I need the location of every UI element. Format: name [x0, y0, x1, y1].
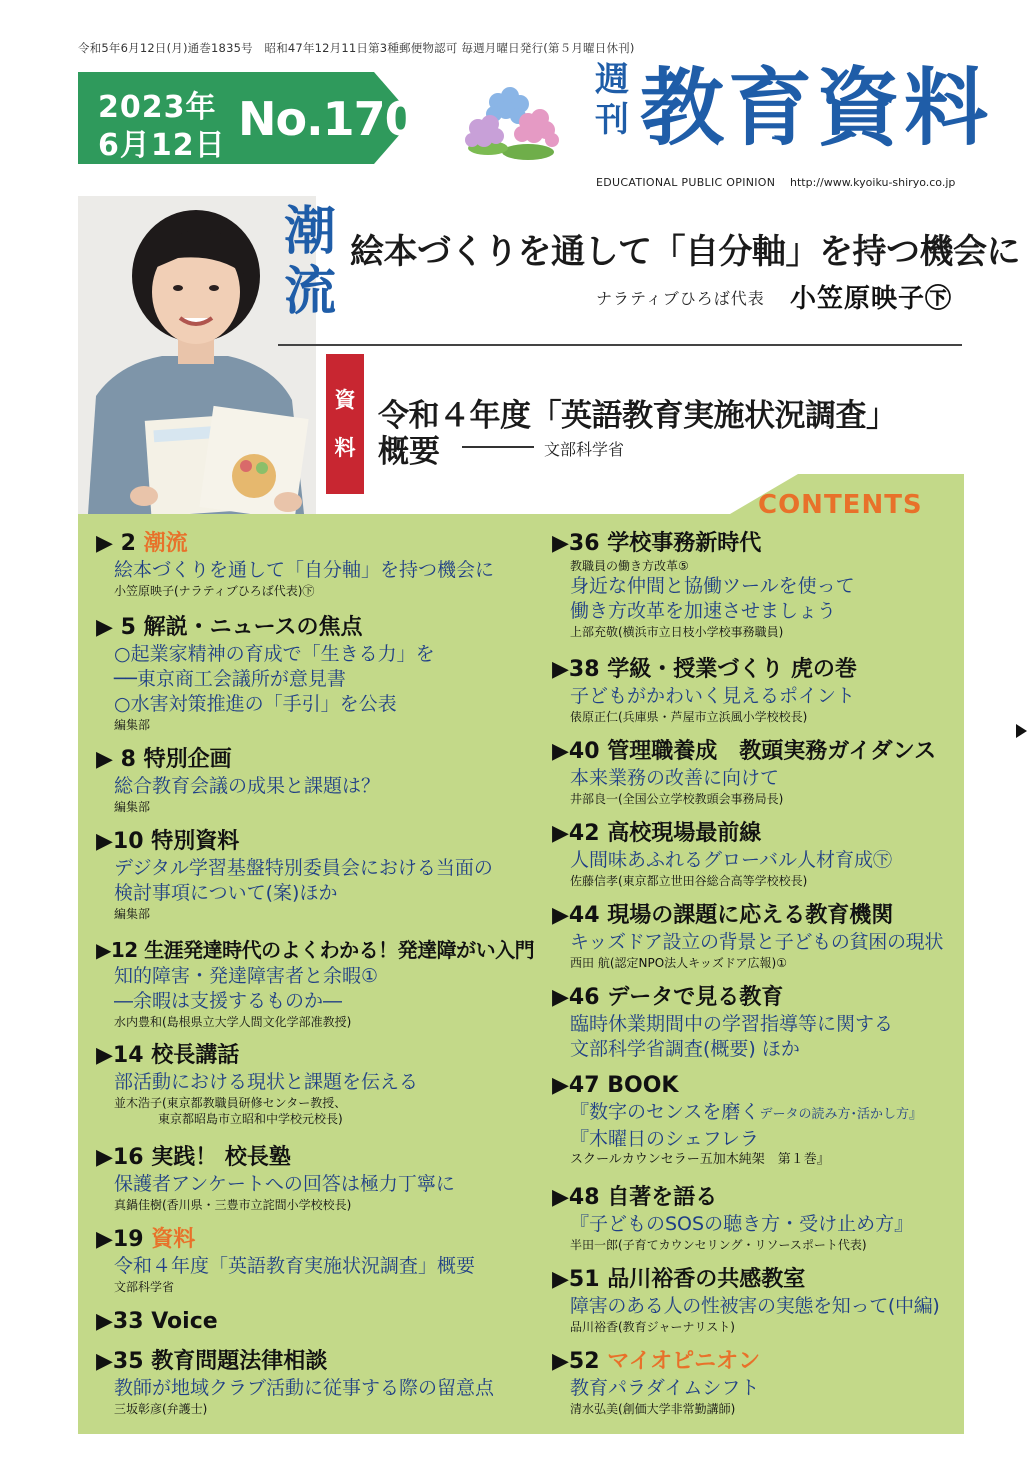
- toc-entry[interactable]: [96, 1348, 494, 1417]
- magazine-title: 教育資料: [640, 59, 993, 157]
- website-url[interactable]: http://www.kyoiku-shiryo.co.jp: [790, 176, 956, 189]
- chouryu-label: 潮 流: [283, 202, 336, 322]
- book-title: 『数字のセンスを磨く: [570, 1101, 760, 1123]
- toc-article-title: ―余暇は支援するものか―: [114, 990, 343, 1012]
- toc-article-title: 総合教育会議の成果と課題は？: [114, 775, 381, 797]
- toc-section-title: 学級・授業づくり 虎の巻: [607, 657, 857, 682]
- contents-header: CONTENTS: [758, 490, 923, 520]
- toc-section-title: 管理職養成 教頭実務ガイダンス: [607, 739, 937, 764]
- chouryu-title[interactable]: 絵本づくりを通して「自分軸」を持つ機会に: [350, 232, 1020, 272]
- toc-page: ▶51: [552, 1267, 600, 1292]
- toc-section-title: 自著を語る: [607, 1185, 718, 1210]
- toc-author: 並木浩子(東京都教職員研修センター教授、: [114, 1096, 347, 1110]
- toc-author: 品川裕香(教育ジャーナリスト): [570, 1320, 735, 1334]
- toc-article-title: 部活動における現状と課題を伝える: [114, 1071, 419, 1093]
- toc-author: 井部良一(全国公立学校教頭会事務局長): [570, 792, 784, 806]
- toc-author: 小笠原映子(ナラティブひろば代表)㊦: [114, 584, 315, 598]
- toc-section-title: 品川裕香の共感教室: [607, 1267, 806, 1292]
- toc-author: 編集部: [114, 718, 151, 732]
- issue-day: 6月12日: [98, 128, 226, 163]
- toc-page: ▶35: [96, 1349, 144, 1374]
- toc-page: ▶33: [96, 1309, 144, 1334]
- toc-page: ▶36: [552, 531, 600, 556]
- issue-number: No.1705: [238, 92, 447, 146]
- toc-section-title: Voice: [151, 1309, 218, 1334]
- toc-section-title: 特別資料: [151, 829, 240, 854]
- shiryo-label: 資 料: [334, 388, 356, 460]
- hydrangea-illustration: [458, 78, 568, 162]
- book-subtitle: スクールカウンセラー五加木純架 第１巻』: [570, 1152, 830, 1167]
- toc-entry[interactable]: [96, 530, 494, 599]
- book-title: 『木曜日のシェフレラ: [570, 1128, 759, 1150]
- toc-article-title: 教育パラダイムシフト: [570, 1377, 760, 1399]
- shiryo-title-line1[interactable]: 令和４年度「英語教育実施状況調査」: [378, 398, 897, 434]
- toc-page: ▶48: [552, 1185, 600, 1210]
- toc-page: ▶38: [552, 657, 600, 682]
- toc-article-title: 『子どものSOSの聴き方・受け止め方』: [570, 1213, 914, 1235]
- toc-entry[interactable]: [96, 1226, 475, 1295]
- toc-section-title: 解説・ニュースの焦点: [143, 615, 363, 640]
- toc-section-title: 潮流: [143, 531, 188, 556]
- toc-author: 編集部: [114, 907, 151, 921]
- toc-author: 真鍋佳樹(香川県・三豊市立詫間小学校校長): [114, 1198, 352, 1212]
- toc-section-title: 特別企画: [143, 747, 232, 772]
- chouryu-author-name: 小笠原映子㊦: [790, 284, 953, 314]
- toc-entry[interactable]: [552, 984, 893, 1062]
- toc-entry[interactable]: [96, 828, 493, 922]
- toc-author: 半田一郎(子育てカウンセリング・リソースポート代表): [570, 1238, 867, 1252]
- toc-page: ▶44: [552, 903, 600, 928]
- toc-page: ▶10: [96, 829, 144, 854]
- toc-page: ▶ 2: [96, 531, 136, 556]
- toc-entry[interactable]: [552, 530, 855, 640]
- toc-entry[interactable]: [552, 1266, 940, 1335]
- toc-author: 上部充敬(横浜市立日枝小学校事務職員): [570, 625, 784, 639]
- toc-entry[interactable]: [552, 656, 857, 725]
- toc-page: ▶14: [96, 1043, 144, 1068]
- toc-article-title: キッズドア設立の背景と子どもの貧困の現状: [570, 931, 944, 953]
- issue-year: 2023年: [98, 90, 217, 125]
- toc-page: ▶16: [96, 1145, 144, 1170]
- toc-page: ▶ 5: [96, 615, 136, 640]
- toc-entry[interactable]: [552, 1072, 922, 1168]
- toc-entry[interactable]: [552, 738, 936, 807]
- toc-article-title: 文部科学省調査(概要) ほか: [570, 1038, 800, 1060]
- toc-author: 清水弘美(創価大学非常勤講師): [570, 1402, 736, 1416]
- toc-page: ▶47: [552, 1073, 600, 1098]
- toc-entry[interactable]: [552, 1184, 913, 1253]
- toc-entry[interactable]: [96, 1144, 455, 1213]
- toc-entry[interactable]: [96, 1042, 418, 1127]
- toc-article-title: 教師が地域クラブ活動に従事する際の留意点: [114, 1377, 495, 1399]
- toc-author: 編集部: [114, 800, 151, 814]
- toc-entry[interactable]: [96, 1308, 218, 1336]
- toc-entry[interactable]: [96, 614, 435, 733]
- toc-section-title: BOOK: [607, 1073, 679, 1098]
- toc-section-title: 生涯発達時代のよくわかる！発達障がい入門: [144, 938, 535, 962]
- toc-article-title: 臨時休業期間中の学習指導等に関する: [570, 1013, 894, 1035]
- toc-article-title: 検討事項について(案)ほか: [114, 882, 338, 904]
- toc-author: 西田 航(認定NPO法人キッズドア広報)①: [570, 956, 787, 970]
- toc-article-title: 知的障害・発達障害者と余暇①: [114, 965, 379, 987]
- next-page-arrow-icon[interactable]: [1016, 724, 1027, 738]
- toc-author: 三坂彰彦(弁護士): [114, 1402, 208, 1416]
- toc-article-title: 障害のある人の性被害の実態を知って(中編): [570, 1295, 940, 1317]
- toc-section-title: 教育問題法律相談: [151, 1349, 328, 1374]
- weekly-label: 週 刊: [595, 60, 629, 140]
- toc-page: ▶ 8: [96, 747, 136, 772]
- toc-author: 水内豊和(島根県立大学人間文化学部准教授): [114, 1015, 352, 1029]
- toc-article-title: 絵本づくりを通して「自分軸」を持つ機会に: [114, 559, 495, 581]
- toc-section-title: 実践！ 校長塾: [151, 1145, 291, 1170]
- toc-page: ▶19: [96, 1227, 144, 1252]
- toc-article-title: ○水害対策推進の「手引」を公表: [114, 693, 397, 715]
- toc-entry[interactable]: [552, 820, 892, 889]
- toc-author: 東京都昭島市立昭和中学校元校長): [158, 1112, 343, 1126]
- toc-article-title: 人間味あふれるグローバル人材育成㊦: [570, 849, 893, 871]
- source-dash: [462, 446, 534, 448]
- toc-article-title: 本来業務の改善に向けて: [570, 767, 780, 789]
- toc-section-title: 資料: [151, 1227, 196, 1252]
- toc-section-title: 学校事務新時代: [607, 531, 762, 556]
- toc-page: ▶12: [96, 938, 138, 962]
- toc-section-title: 校長講話: [151, 1043, 240, 1068]
- toc-section-title: 現場の課題に応える教育機関: [607, 903, 894, 928]
- toc-article-title: 働き方改革を加速させましょう: [570, 600, 837, 622]
- publication-info: 令和5年6月12日(月)通巻1835号 昭和47年12月11日第3種郵便物認可 毎週月曜日発行(第５月曜日休刊): [78, 41, 635, 55]
- toc-entry[interactable]: [552, 1348, 760, 1417]
- chouryu-author-role: ナラティブひろば代表: [596, 289, 765, 308]
- toc-section-title: データで見る教育: [607, 985, 784, 1010]
- toc-author: 佐藤信孝(東京都立世田谷総合高等学校校長): [570, 874, 808, 888]
- shiryo-source: 文部科学省: [544, 440, 625, 459]
- toc-article-title: 身近な仲間と協働ツールを使って: [570, 575, 855, 597]
- toc-entry[interactable]: [96, 746, 380, 815]
- toc-article-title: ──東京商工会議所が意見書: [114, 668, 346, 690]
- toc-section-title: マイオピニオン: [607, 1349, 761, 1374]
- toc-page: ▶52: [552, 1349, 600, 1374]
- toc-entry[interactable]: [552, 902, 943, 971]
- toc-author: 文部科学省: [114, 1280, 175, 1294]
- english-title: EDUCATIONAL PUBLIC OPINION: [596, 176, 776, 189]
- toc-page: ▶46: [552, 985, 600, 1010]
- toc-author: 俵原正仁(兵庫県・芦屋市立浜風小学校校長): [570, 710, 808, 724]
- divider: [278, 344, 962, 346]
- toc-article-title: ○起業家精神の育成で「生きる力」を: [114, 643, 435, 665]
- toc-section-title: 高校現場最前線: [607, 821, 762, 846]
- shiryo-title-line2[interactable]: 概要: [378, 434, 440, 470]
- toc-series-subtitle: 教職員の働き方改革⑤: [570, 559, 689, 573]
- toc-article-title: 令和４年度「英語教育実施状況調査」概要: [114, 1255, 476, 1277]
- toc-page: ▶42: [552, 821, 600, 846]
- toc-page: ▶40: [552, 739, 600, 764]
- toc-article-title: 子どもがかわいく見えるポイント: [570, 685, 856, 707]
- toc-entry[interactable]: [96, 936, 534, 1030]
- toc-article-title: 保護者アンケートへの回答は極力丁寧に: [114, 1173, 455, 1195]
- book-subtitle: データの読み方･活かし方』: [759, 1107, 922, 1122]
- toc-article-title: デジタル学習基盤特別委員会における当面の: [114, 857, 493, 879]
